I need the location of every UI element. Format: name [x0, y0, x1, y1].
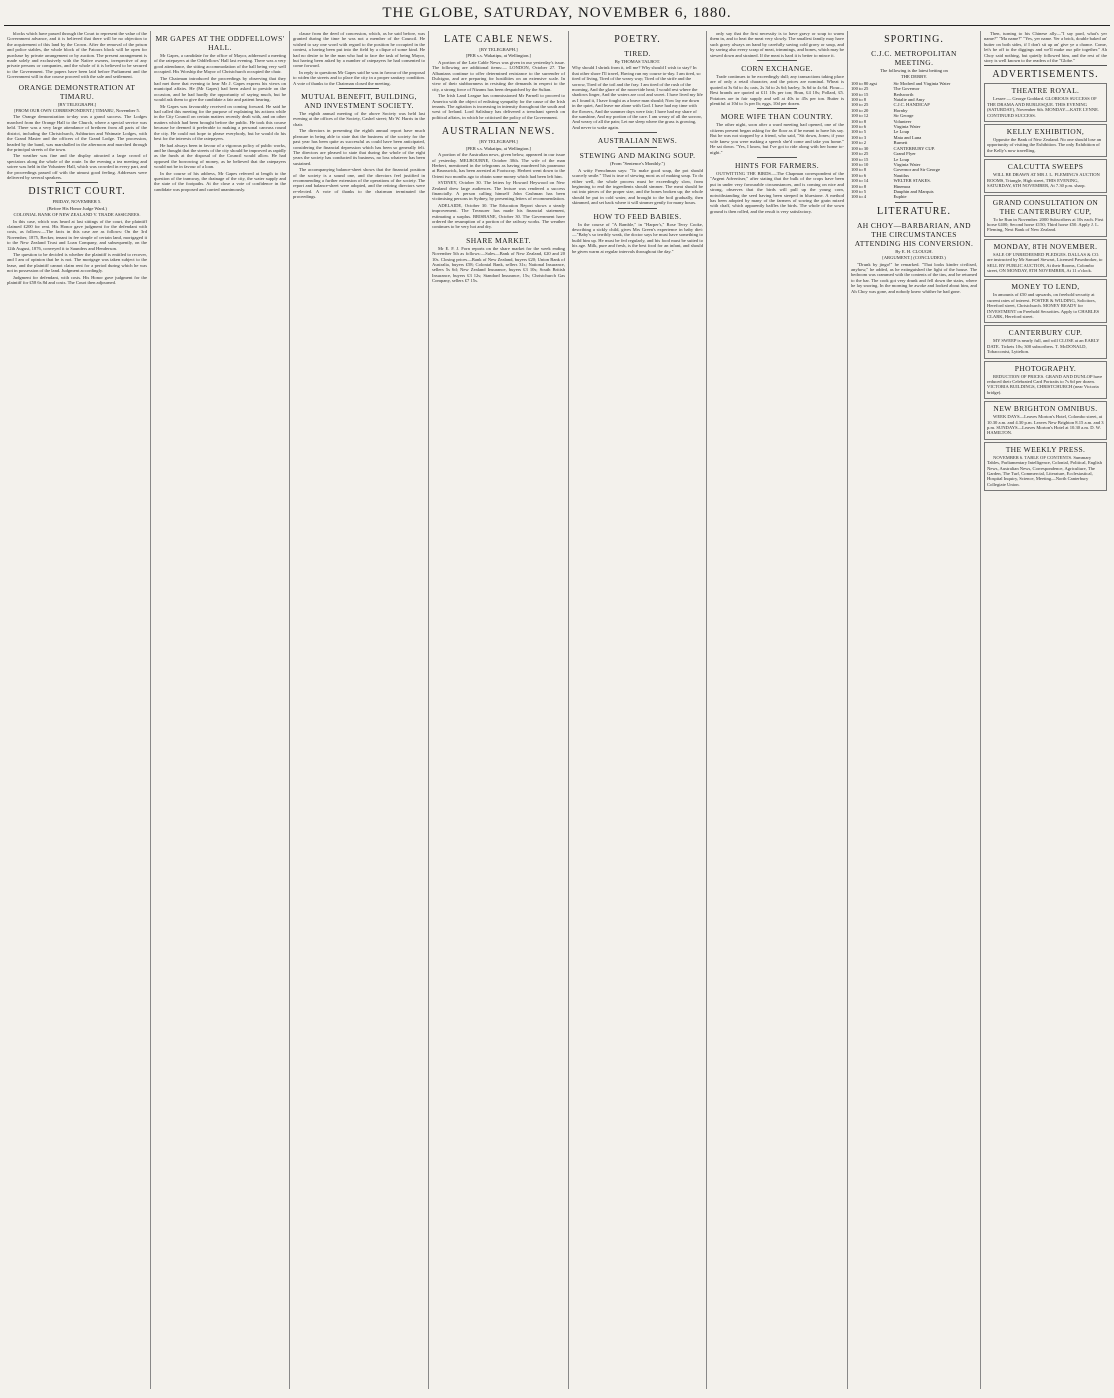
- betting-horse: Burnett: [893, 140, 908, 146]
- betting-table: [851, 81, 977, 200]
- betting-odds: 100 to 14: [851, 178, 869, 184]
- ad-text: To be Run in November. 2000 Subscribers at 10s each. First horse £400; Second horse £150; Third horse £50. Apply J. L. Fleming, Next Bank of New Zealand.: [987, 216, 1104, 233]
- article-text: He had always been in favour of a vigorous policy of public works, and he thought that the streets of the city should be improved as rapidly as the funds at the disposal of the Council would allow. He had opposed the borrowing of money, as he believed that the ratepayers would not be in favour of a loan.: [154, 142, 286, 170]
- betting-horse: WELTER STAKES.: [893, 178, 931, 184]
- ad-title: THE WEEKLY PRESS.: [1005, 444, 1086, 454]
- betting-horse: Sir George: [893, 113, 914, 119]
- article-text: The Irish Land League has commissioned Mr Parnell to proceed to America with the object of enlisting sympathy for the cause of the Irish tenants. The agitation is increasing in intensity throughout the south and west of Ireland. Lord Salisbury has delivered a trenchant speech on political affairs, in which he criticised the policy of the Government.: [432, 93, 565, 120]
- betting-odds: 100 to 8: [851, 183, 867, 189]
- betting-odds: 100 to 5: [851, 188, 867, 194]
- dateline: FRIDAY, NOVEMBER 5.: [52, 199, 102, 205]
- ad-canterbury-cup: [984, 325, 1107, 358]
- masthead: THE GLOBE, SATURDAY, NOVEMBER 6, 1880.: [4, 3, 1110, 26]
- article-text: In the course of "A Ramble," in "Harper's," Rose Terry Cooke, describing a sickly child, gives Mrs Green's experience in baby diet:—"Baby's so terribly weak, the doctor says he must have something to build him up. He must be fed regularly, and his food must be suited to his age. Milk, pure and fresh, is the best food for an infant, and should be given warm at regular intervals throughout the day.": [572, 221, 703, 254]
- betting-horse: Mata and Luna: [893, 134, 922, 140]
- headline-share-market: SHARE MARKET.: [466, 235, 531, 245]
- dateline: [BY TELEGRAPH.]: [57, 101, 97, 107]
- article-text: The accompanying balance-sheet shows that the financial position of the society is a sound one, and the directors feel justified in recommending a further extension of the operations of the society. The report and balance-sheet were adopted, and the retiring directors were re-elected. A vote of thanks to the chairman terminated the proceedings.: [293, 167, 425, 200]
- betting-horse: Le Loup: [893, 156, 910, 162]
- article-text: The weather was fine and the display attracted a large crowd of spectators along the whole of the route. In the evening a tea meeting and soiree was held in the Volunteer Hall, which was crowded in every part, and the proceedings passed off with the utmost good feeling. Addresses were delivered by several speakers.: [7, 153, 147, 180]
- headline-corn-exchange: CORN EXCHANGE.: [741, 64, 813, 74]
- article-text: A portion of the Australian news, given below, appeared in our issue of yesterday. MELBOURNE, October 30th. The wife of the man Herbert, mentioned in the telegrams as having murdered his paramour at Brunswick, has been arrested at Footscray. Herbert went down to the Orient two months ago to obtain some money which had been left him.: [432, 152, 565, 179]
- article-text: ADELAIDE, October 30. The Education Report shows a steady improvement. The Treasurer has made his financial statement, estimating a surplus. BRISBANE, October 30. The Government have ordered the resumption of a portion of the railway works. The weather continues to be very hot and dry.: [432, 202, 565, 230]
- ad-text: MY SWEEP is nearly full, and will CLOSE at an EARLY DATE. Tickets 10s; 300 subscribers. T. McDONALD, Tobacconist, Lyttelton.: [987, 338, 1100, 355]
- intro-line: The following is the latest betting on: [880, 68, 948, 73]
- ad-title: CANTERBURY CUP.: [1008, 328, 1083, 338]
- ad-text: Lessee — George Goddard. GLORIOUS SUCCESS OF THE DRAMA AND BURLESQUE. THIS EVENING (SATURDAY), November 6th. MONDAY—KATE LYNNE. CONTINUED SUCCESS.: [987, 96, 1100, 118]
- dateline: [BY TELEGRAPH.]: [479, 139, 518, 145]
- ad-kelly-exhibition: [984, 124, 1107, 157]
- betting-horse: Hinemoa: [893, 183, 911, 189]
- article-text: "Drunk by jingo!" he remarked. "That looks kinder civilised, anyhow," he added, as he extinguished the light of the house. The bedroom was crammed with the contents of the tins, and he returned to the bar. The cook got very drunk and fell down the stairs, where he lay snoring. In the morning he awoke and looked about him, and Ah Choy was gone, and nobody knew whither he had gone.: [851, 261, 977, 294]
- betting-odds: 100 to 25: [851, 86, 869, 92]
- dateline: COLONIAL BANK OF NEW ZEALAND V. TRADE ASSIGNEES.: [13, 212, 141, 218]
- article-text: The other night, soon after a ward meeting had opened, one of the citizens present began asking for the floor as if he meant to have his say. But he was not stopped by a friend, who said, "Sit down, Jones; if your wife knew you were making a speech she'd come and take you home." He sat down. "Yes, I know, but I've got to ride along with her home to-night.": [710, 122, 844, 155]
- article-text: The directors in presenting the eighth annual report have much pleasure in being able to state that the business of the society for the past year has been quite as successful as could have been anticipated, considering the financial depression which has been so generally felt. The directors are pleased to state that during the whole of the eight years the society has conducted its business, no loss whatever has been sustained.: [293, 128, 425, 166]
- betting-horse: Virginia Water: [893, 161, 921, 167]
- headline-late-cable-news: LATE CABLE NEWS.: [443, 34, 554, 45]
- column-3: [289, 31, 428, 1389]
- article-text: The Chairman introduced the proceedings by observing that they had met there that evening to hear Mr J. Gapes express his views on municipal affairs. He (Mr Gapes) had been asked to preside on the occasion, and he had hardly the opportunity of saying much, but he would ask them to give the candidate a fair and patient hearing.: [154, 75, 286, 103]
- column-2: [150, 31, 289, 1389]
- article-text: A portion of the Late Cable News was given in our yesterday's issue. The following are additional items:— LONDON, October 27. The Albanians continue to offer determined resistance to the surrender of Dulcigno, and are preparing for hostilities on an extensive scale. In view of their stubbornness in resisting the demands in respect to the city, a strong force of Nizams has been despatched by the Sultan.: [432, 59, 565, 92]
- source-line: (From "Sentence's Monthly."): [610, 161, 665, 167]
- betting-horse: Virginia Water: [893, 124, 921, 130]
- headline-poetry: POETRY.: [614, 34, 661, 45]
- column-5: [568, 31, 706, 1389]
- ad-title: MONEY TO LEND,: [1011, 282, 1080, 292]
- ad-grand-consultation: [984, 195, 1107, 237]
- dateline: [PER s.s. Wakatipu, at Wellington.]: [465, 145, 532, 151]
- article-text: SYDNEY, October 30. The letters by Howard Heywood on New Zealand drew large audiences. The lecture was rendered a success financially. A person calling himself John Cashman has been victimising persons in Sydney, by presenting letters of recommendation.: [432, 180, 565, 202]
- column-8: [980, 31, 1110, 1389]
- ad-title: CALCUTTA SWEEPS: [1007, 162, 1084, 172]
- article-text: Trade continues to be exceedingly dull; any transactions taking place are of only a retail character, and the prices are nominal. Wheat is quoted at 3s 6d to 4s; oats, 2s 3d to 2s 6d; barley, 3s 6d to 4s 6d. Flour—Best brands are quoted at £11 10s per ton; Bran, £4 10s; Pollard, £5. Potatoes are in fair supply and sell at 40s to 45s per ton. Butter is plentiful at 10d to 1s per lb; eggs, 10d per dozen.: [710, 74, 844, 107]
- ad-title: GRAND CONSULTATION ON THE CANTERBURY CUP,: [992, 197, 1099, 216]
- betting-row: [851, 194, 977, 199]
- article-text: Mr Gapes was favourably received on coming forward. He said he had called this meeting for the purpose of explaining his actions while in the City Council on certain matters recently dealt with, and on other matters which had been brought before the public. He took this course because he deemed it preferable to making a personal canvass round the city. He could not hope to please everybody, but he would do his best for the interests of the ratepayers.: [154, 103, 286, 142]
- ad-text: In amounts of £50 and upwards, on freehold security at current rates of interest. FOSTER & WILDING, Solicitors, Hereford street, Christchurch. MONEY READY for INVESTMENT on Freehold Securities. Apply to CHARLES CLARK, Hereford street.: [987, 292, 1100, 319]
- article-text: A witty Frenchman says: "To make good soup, the pot should scarcely smile." That is true of stewing most as of making soup. To do either well, the whole process must be exceedingly slow, from beginning to end the ingredients should simmer. The meat should be cut into pieces of the proper size, and the bones broken up; the whole should be put in cold water, and brought to the boil gradually, then skimmed, and set back where it will simmer gently for many hours.: [572, 167, 703, 206]
- headline-australian-news: AUSTRALIAN NEWS.: [441, 126, 556, 138]
- headline-ah-choy: AH CHOY—BARBARIAN, AND THE CIRCUMSTANCES ATTENDING HIS CONVERSION.: [854, 220, 974, 248]
- betting-horse: C.J.C. HANDICAP: [893, 102, 930, 108]
- article-text: only say that the first necessity is to have gravy or soup to warm them in, and to heat the meat very slowly. The smallest family may have such gravy always on hand by carefully saving cold gravy or soup, and by saving also every scrap of meat, trimmings, and bones, which may be stewed down and strained. If the meat is hard it is better to mince it.: [710, 31, 844, 58]
- ad-title: THEATRE ROYAL.: [1011, 86, 1080, 96]
- table-caption: THE DERBY.: [900, 74, 928, 80]
- betting-horse: The Governor: [893, 86, 920, 92]
- headline-hints-for-farmers: HINTS FOR FARMERS.: [735, 160, 819, 170]
- betting-odds: 100 to 6: [851, 124, 867, 130]
- ad-text: WILL BE DRAWN AT MR J. L. FLEMING'S AUCTION ROOMS, Triangle, High street, THIS EVENING, SATURDAY, 6TH NOVEMBER, At 7.30 p.m. sharp.: [987, 172, 1100, 189]
- ad-text: NOVEMBER 6. TABLE OF CONTENTS. Summary Tables, Parliamentary Intelligence, Colonial, Political, English News, Australian News, Correspondence, Agriculture, The Garden, The Turf, Commercial, Literature, Ecclesiastical, Hospital Inquiry, Science, Meeting—North Canterbury Collegiate Union.: [987, 454, 1102, 487]
- headline-orange-demonstration: ORANGE DEMONSTRATION AT TIMARU.: [18, 82, 136, 101]
- headline-literature: LITERATURE.: [876, 205, 952, 217]
- dateline: (Before His Honor Judge Ward.): [47, 205, 107, 211]
- dateline: [BY TELEGRAPH.]: [479, 47, 518, 52]
- article-text: clause from the deed of concession, which, as he said before, was granted during the time he was not a member of the Council. He wished to say one word with regard to the position he occupied in the contest, a having been put into the field by a clique of some kind. He had no desire to be the man who had to face the task of being Mayor, but having been asked by a number of ratepayers he had consented to come forward.: [293, 31, 425, 69]
- betting-odds: 100 to 80 agst: [851, 80, 877, 86]
- poem-author: By THOMAS TALBOT.: [614, 59, 661, 64]
- betting-horse: Bedsworth: [893, 91, 914, 97]
- betting-horse: Nautilus: [893, 172, 910, 178]
- betting-odds: 100 to 2: [851, 140, 867, 146]
- poem-title: TIRED.: [624, 49, 651, 58]
- headline-stewing-making-soup: STEWING AND MAKING SOUP.: [579, 151, 696, 161]
- headline-mr-gapes: MR GAPES AT THE ODDFELLOWS' HALL.: [155, 34, 285, 52]
- article-text: The question to be decided is whether the plaintiff is entitled to recover, and I am of opinion that he is not. The mortgage was taken subject to the lease, and the plaintiff cannot claim rent for a period during which he was not in possession of the land. Judgment accordingly.: [7, 252, 147, 274]
- article-text: In the course of his address, Mr Gapes referred at length to the question of the tramway, the drainage of the city, the water supply and the state of the footpaths. At the close a vote of confidence in the candidate was proposed and carried unanimously.: [154, 170, 286, 192]
- betting-odds: 100 to 8: [851, 167, 867, 173]
- betting-odds: 100 to 10: [851, 161, 869, 167]
- betting-horse: CANTERBURY CUP.: [893, 145, 935, 151]
- betting-horse: Governor and Sir George: [893, 167, 940, 173]
- chapter-label: [ARGUMENT.] (CONCLUDED.): [882, 255, 946, 261]
- article-text: The eighth annual meeting of the above Society was held last evening at the offices of the Society, Cashel street; Mr W. Harris in the chair.: [293, 111, 425, 127]
- ad-title: MONDAY, 8TH NOVEMBER.: [993, 241, 1098, 251]
- betting-odds: 100 to 8: [851, 118, 867, 124]
- betting-odds: 100 to 30: [851, 145, 869, 151]
- betting-odds: 100 to 20: [851, 107, 869, 113]
- betting-horse: Natalie and Amy: [893, 97, 925, 103]
- betting-odds: 100 to 12: [851, 113, 869, 119]
- ad-theatre-royal: [984, 83, 1107, 122]
- article-text: The Orange demonstration to-day was a grand success. The Lodges marched from the Orange Hall to the Church, where a special service was held. There was a very large attendance of brethren from all parts of the district, including the Christchurch, Ashburton and Waimate Lodges, with the Grand Master and the officers of the Grand Lodge. The procession, headed by the band, was marshalled in the afternoon and marched through the principal streets of the town.: [7, 114, 147, 152]
- column-6: [706, 31, 847, 1389]
- article-text: blocks which have passed through the Court to represent the value of the Government advance, and it is believed that there will be no objection to the acquirement of this land by the Crown. After the removal of the prison and police stables, the whole block of the Fatoors block will be open for purchase by private arrangement or by auction. The present arrangement is made solely and exclusively with the Native owners, irrespective of any private persons or companies, and the whole of it is believed to be secured to the Government. The papers have been laid before Parliament and the Government will in due course proceed with the sale and settlement.: [7, 31, 147, 80]
- ad-photography: [984, 361, 1107, 400]
- ad-weekly-press: [984, 442, 1107, 491]
- column-1: [4, 31, 150, 1389]
- poem-text: Why should I shrink from it, tell me? Why should I wish to stay? In that other shore I'll travel, Having run my course to-day. I am tired, so tired of living, Tired of the weary way; Tired of the strife and the sorrow, Tired of the toil and the fray. I am tired of the rush of the morning, And the glare of the noon-tide heat; I would rest where the shadows linger, And the waters are cool and sweet. I have lived my life as I found it, I have fought as a brave man should; Now lay me down in the quiet, And leave me alone with God. I have had my time with the flowers, And the summer days were fair; I have had my share of the sunshine, And my portion of the care. I am weary of all the sorrow, And weary of all the pain; Let me sleep where the grass is growing, And never to wake again.: [572, 65, 703, 130]
- column-7: [847, 31, 980, 1389]
- article-text: OUTWITTING THE BIRDS.—The Chapman correspondent of the "Argent Advertiser," after stating that the bulk of the crops have been put in under very favourable circumstances, and is coming on nice and strong, observes that the birds will pull up the young corn, notwithstanding the seed having been steeped in bluestone. A method has been adopted by many of the farmers of sowing the grain mixed with chaff, which apparently baffles the birds. The whole of the sown ground is then rolled, and the result is very satisfactory.: [710, 170, 844, 214]
- betting-odds: 100 to 25: [851, 102, 869, 108]
- newspaper-page: [4, 3, 1110, 1392]
- article-text: Mr Gapes, a candidate for the office of Mayor, addressed a meeting of the ratepayers at the Oddfellows' Hall last evening. There was a very good attendance, the sitting accommodation of the hall being very well occupied. His Worship the Mayor of Christchurch occupied the chair.: [154, 53, 286, 75]
- betting-odds: 100 to 8: [851, 97, 867, 103]
- betting-horse: Sir Modred and Virginia Water: [893, 80, 951, 86]
- betting-odds: 100 to 3: [851, 134, 867, 140]
- betting-rows: [851, 81, 977, 200]
- headline-district-court: DISTRICT COURT.: [28, 186, 126, 198]
- ad-text: WEEK DAYS—Leaves Morton's Hotel, Colombo street, at 10.30 a.m. and 4.30 p.m. Leaves New Brighton 8.15 a.m. and 3 p.m. SUNDAYS—Leaves Morton's Hotel at 10.30 a.m. D. W. HAMILTON.: [987, 414, 1104, 436]
- ad-text: SALE OF UNREDEEMED PLEDGES. DALLAS & CO. are instructed by Mr Samuel Stewart, Licensed Pawnbroker, to SELL BY PUBLIC AUCTION, At their Rooms, Colombo street, ON MONDAY, 8TH NOVEMBER, At 11 o'clock.: [987, 251, 1103, 273]
- article-text: Mr E. F. J. Forn reports on the share market for the week ending November 5th as follows:—Sales—Bank of New Zealand, £20 and 20 10s. Closing prices—Bank of New Zealand, buyers £20; Union Bank of Australia, buyers £58; Colonial Bank, sellers 31s; National Insurance, sellers 5s 6d; New Zealand Insurance, buyers £3 10s; South British Insurance, buyers £3 12s; Standard Insurance, 15s; Christchurch Gas Company, sellers £7 15s.: [432, 245, 565, 284]
- dateline: [PER s.s. Wakatipu, at Wellington.]: [465, 53, 532, 59]
- betting-horse: Euphie: [893, 194, 907, 200]
- article-text: Judgment for defendant, with costs. His Honor gave judgment for the plaintiff for £58 6s 8d and costs. The Court then adjourned.: [7, 274, 147, 286]
- betting-horse: Dauphin and Marquis: [893, 188, 934, 194]
- article-text: In reply to questions Mr Gapes said he was in favour of the proposal to widen the streets and to place the city in a proper sanitary condition. A vote of thanks to the Chairman closed the meeting.: [293, 69, 425, 86]
- ad-title: PHOTOGRAPHY.: [1014, 363, 1077, 373]
- ad-new-brighton-omnibus: [984, 401, 1107, 440]
- betting-odds: 100 to 15: [851, 156, 869, 162]
- betting-odds: 100 to 6: [851, 172, 867, 178]
- article-text: In this case, which was heard at last sittings of the court, the plaintiff claimed £200 for rent. His Honor gave judgment for the defendant with costs, as follows:—The facts in this case are as follows: On the 3rd November, 1875, Becker, tenant in fee simple of certain land, mortgaged it to the New Zealand Trust and Loan Company, and subsequently, on the 12th August, 1876, conveyed it to Saunders and Henderson.: [7, 218, 147, 251]
- article-text: Then, turning to his Chinese ally—"I say pard, what's yer name?" "Ma name?" "Yes, yer name. Yer a brick, double baked an' butter on both sides, if I don't sit up an' give ye a chance. Come, let's be off to the diggings and we'll make our pile together." Ah Choy said nothing, but quietly followed him, and the rest of the story is well known to the readers of the "Globe.": [984, 31, 1107, 64]
- headline-metropolitan-meeting: C.J.C. METROPOLITAN MEETING.: [871, 49, 957, 67]
- betting-horse: Volunteer: [893, 118, 912, 124]
- betting-horse: Grand Flyer: [893, 151, 916, 157]
- ad-calcutta-sweeps: [984, 159, 1107, 192]
- betting-odds: 100 to 5: [851, 129, 867, 135]
- ad-money: [984, 279, 1107, 323]
- headline-advertisements: ADVERTISEMENTS.: [992, 69, 1099, 81]
- betting-odds: 100 to 4: [851, 194, 867, 200]
- headline-sporting: SPORTING.: [884, 34, 944, 45]
- headline-how-to-feed-babies: HOW TO FEED BABIES.: [593, 211, 682, 221]
- headline-mutual-benefit: MUTUAL BENEFIT, BUILDING, AND INVESTMENT SOCIETY.: [301, 92, 417, 111]
- poem-body: [572, 65, 703, 130]
- column-4: [428, 31, 568, 1389]
- betting-odds: 100 to 15: [851, 91, 869, 97]
- betting-horse: Hornby: [893, 107, 908, 113]
- ad-text: Opposite the Bank of New Zealand. No one should lose an opportunity of visiting the Exhibition. The only Exhibition of the Kelly's now travelling.: [987, 137, 1102, 153]
- ad-title: KELLY EXHIBITION,: [1006, 127, 1085, 137]
- headline-more-wife-than-country: MORE WIFE THAN COUNTRY.: [720, 112, 834, 122]
- betting-horse: Le Loup: [893, 129, 910, 135]
- ad-monday-sale: [984, 239, 1107, 278]
- dateline: [FROM OUR OWN CORRESPONDENT.] TIMARU, November 5.: [14, 108, 140, 114]
- byline: By E. H. CLOUGH.: [895, 248, 933, 254]
- ad-text: REDUCTION OF PRICES. GRAND AND DUNLOP have reduced their Celebrated Card Portraits to 7s 6d per dozen. VICTORIA BUILDINGS, CHRISTCHURCH (near Victoria bridge).: [987, 373, 1103, 395]
- headline-australian-news-2: AUSTRALIAN NEWS.: [597, 136, 678, 146]
- betting-odds: 100 to 25: [851, 151, 869, 157]
- ad-title: NEW BRIGHTON OMNIBUS.: [993, 404, 1098, 414]
